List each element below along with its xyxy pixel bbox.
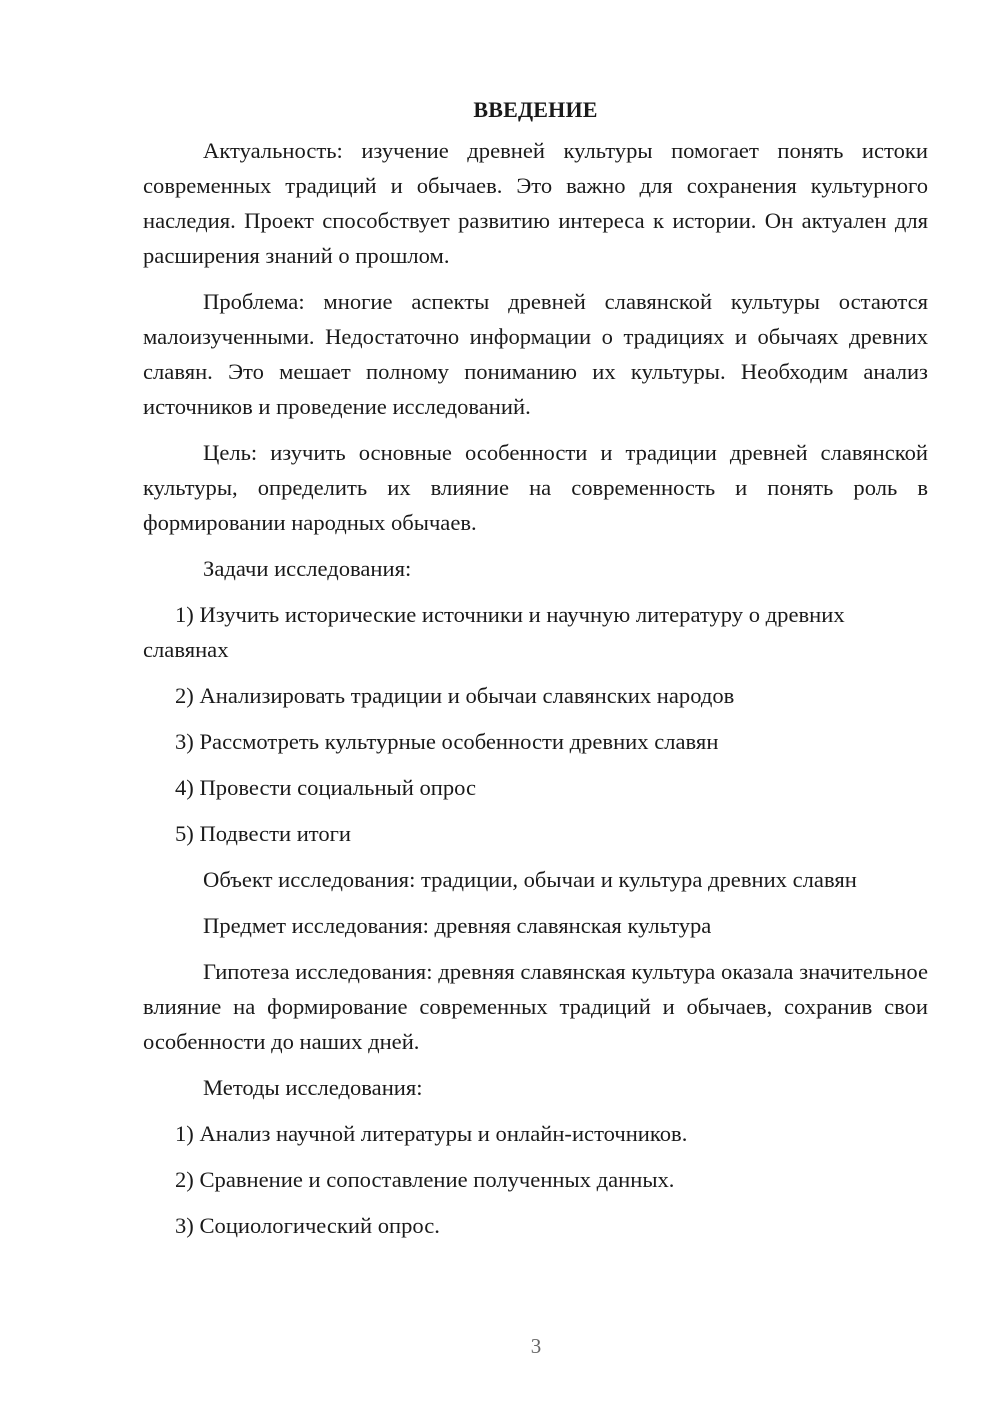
task-item-2: 2) Анализировать традиции и обычаи славянских народов — [175, 683, 735, 708]
problem-paragraph: Проблема: многие аспекты древней славянской культуры остаются малоизученными. Недостаточно информации о традициях и обычаях древних славян. Это мешает полному пониманию их культуры. Необходим анализ источников и проведение исследований. — [143, 289, 928, 419]
relevance-paragraph: Актуальность: изучение древней культуры помогает понять истоки современных традиций и обычаев. Это важно для сохранения культурного наследия. Проект способствует развитию интереса к истории. Он актуален для расширения знаний о прошлом. — [143, 138, 928, 268]
method-item-3: 3) Социологический опрос. — [175, 1213, 440, 1238]
methods-heading: Методы исследования: — [203, 1075, 423, 1100]
goal-paragraph: Цель: изучить основные особенности и традиции древней славянской культуры, определить их влияние на современность и понять роль в формировании народных обычаев. — [143, 440, 928, 535]
task-item-4: 4) Провести социальный опрос — [175, 775, 477, 800]
hypothesis-paragraph: Гипотеза исследования: древняя славянская культура оказала значительное влияние на формирование современных традиций и обычаев, сохранив свои особенности до наших дней. — [143, 959, 928, 1054]
document-page — [143, 92, 928, 1254]
method-item-2: 2) Сравнение и сопоставление полученных данных. — [175, 1167, 675, 1192]
method-item-1: 1) Анализ научной литературы и онлайн-источников. — [175, 1121, 688, 1146]
task-item-1: 1) Изучить исторические источники и научную литературу о древних славянах — [143, 602, 845, 662]
page-number: 3 — [530, 1334, 542, 1358]
task-item-3: 3) Рассмотреть культурные особенности древних славян — [175, 729, 719, 754]
object-line: Объект исследования: традиции, обычаи и культура древних славян — [203, 867, 857, 892]
section-title: ВВЕДЕНИЕ — [473, 97, 598, 122]
subject-line: Предмет исследования: древняя славянская культура — [203, 913, 712, 938]
tasks-heading: Задачи исследования: — [203, 556, 412, 581]
task-item-5: 5) Подвести итоги — [175, 821, 352, 846]
